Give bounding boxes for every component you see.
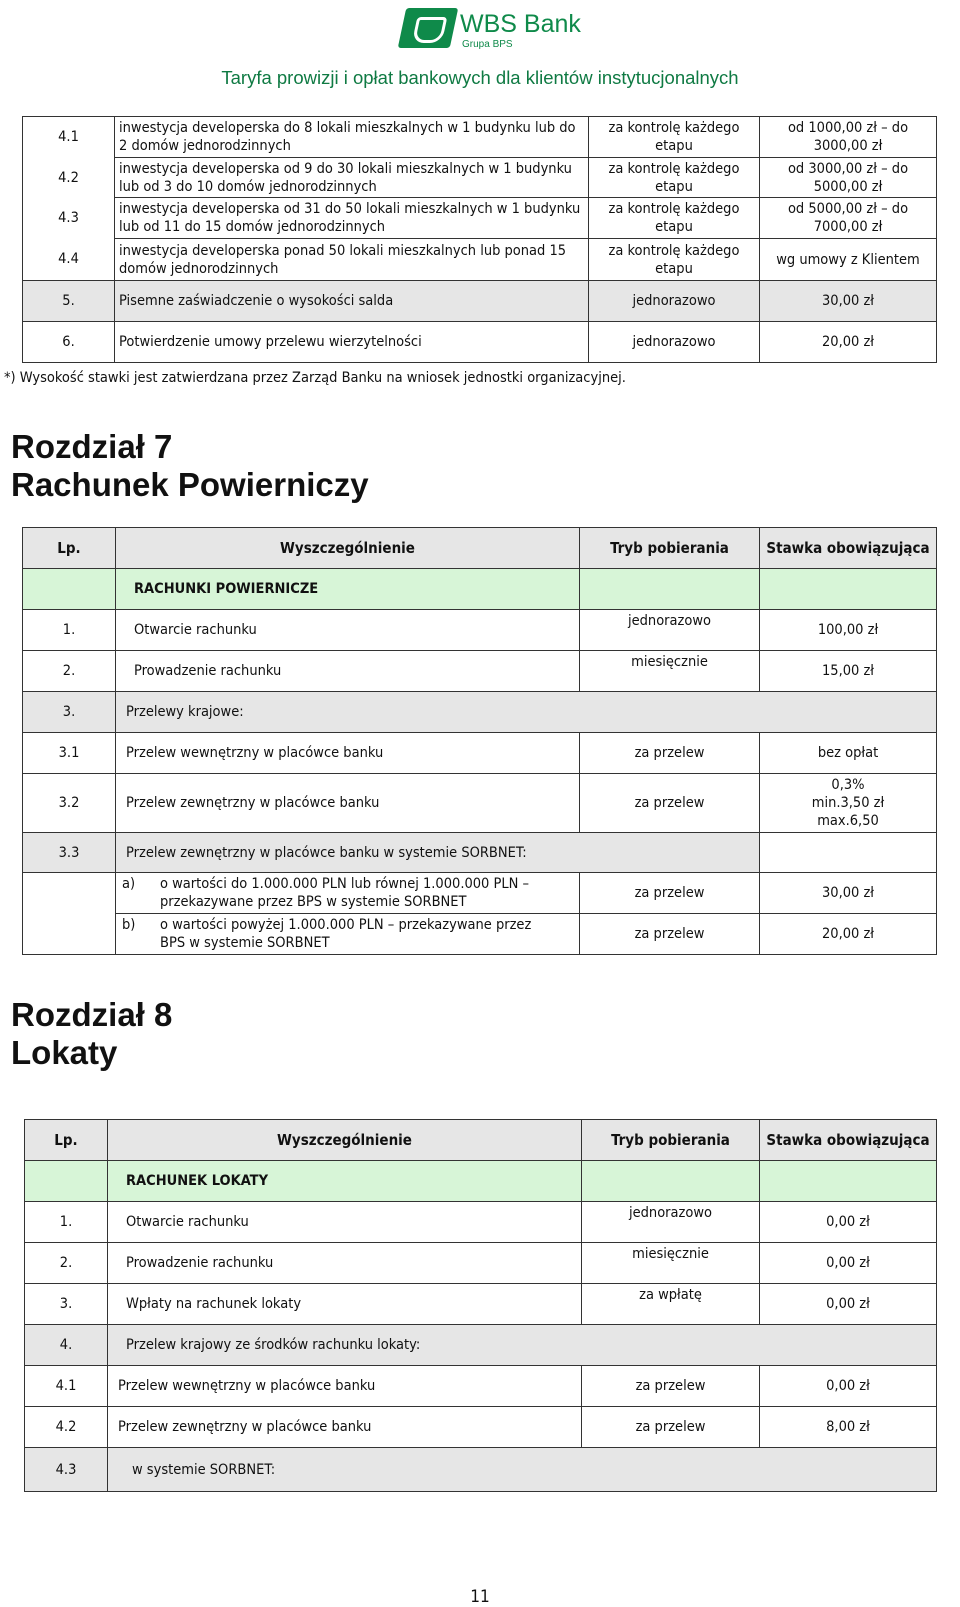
table-row: [23, 651, 937, 692]
row-description: [116, 914, 580, 955]
row-description: w systemie SORBNET:: [108, 1448, 937, 1492]
header-mode: Tryb pobierania: [580, 528, 760, 569]
table-row: [25, 1243, 937, 1284]
row-rate: 20,00 zł: [760, 914, 937, 955]
row-number: 2.: [23, 651, 116, 692]
row-number: 4.3: [23, 198, 115, 239]
table-row: [25, 1407, 937, 1448]
row-rate: 30,00 zł: [760, 281, 937, 322]
row-number: 1.: [25, 1202, 108, 1243]
chapter-name: Rachunek Powierniczy: [11, 466, 369, 503]
row-description: Przelew wewnętrzny w placówce banku: [116, 733, 580, 774]
chapter-7-title: [11, 428, 369, 504]
section-row: [25, 1161, 937, 1202]
row-rate: od 1000,00 zł – do 3000,00 zł: [760, 117, 937, 158]
row-description: Potwierdzenie umowy przelewu wierzytelności: [115, 322, 589, 363]
table-row: [23, 322, 937, 363]
bank-logo-icon: [398, 8, 459, 48]
header-mode: Tryb pobierania: [582, 1120, 760, 1161]
table-row: [25, 1448, 937, 1492]
table-row: [23, 610, 937, 651]
table-row: [23, 158, 937, 198]
row-number: 4.2: [25, 1407, 108, 1448]
row-description: inwestycja developerska od 9 do 30 lokali mieszkalnych w 1 budynku lub od 3 do 10 domów jednorodzinnych: [115, 158, 589, 198]
chapter-number: Rozdział 8: [11, 996, 173, 1033]
chapter-8-title: [11, 996, 172, 1072]
row-rate: 0,00 zł: [760, 1243, 937, 1284]
row-mode: miesięcznie: [580, 651, 760, 692]
table-row: [25, 1284, 937, 1325]
bank-group: Grupa BPS: [462, 39, 513, 50]
row-rate: 30,00 zł: [760, 873, 937, 914]
item-letter: a): [122, 876, 136, 892]
row-number: 3.2: [23, 774, 116, 833]
row-rate: 0,3% min.3,50 zł max.6,50: [760, 774, 937, 833]
bank-logo: [402, 8, 582, 52]
row-description: Przelew zewnętrzny w placówce banku: [108, 1407, 582, 1448]
fee-table-chapter-8: [24, 1119, 937, 1492]
table-row: [23, 833, 937, 873]
row-description: Przelew zewnętrzny w placówce banku: [116, 774, 580, 833]
row-description: Przelew zewnętrzny w placówce banku w systemie SORBNET:: [116, 833, 760, 873]
row-number: 3.1: [23, 733, 116, 774]
row-mode: za przelew: [580, 774, 760, 833]
table-row: [25, 1202, 937, 1243]
row-number: 4.1: [23, 117, 115, 158]
row-description: inwestycja developerska od 31 do 50 lokali mieszkalnych w 1 budynku lub od 11 do 15 domów jednorodzinnych: [115, 198, 589, 239]
row-rate: 8,00 zł: [760, 1407, 937, 1448]
row-description: Przelew krajowy ze środków rachunku lokaty:: [108, 1325, 937, 1366]
row-mode: za wpłatę: [582, 1284, 760, 1325]
bank-name: WBS Bank: [460, 10, 581, 38]
row-rate: 0,00 zł: [760, 1366, 937, 1407]
row-description: Pisemne zaświadczenie o wysokości salda: [115, 281, 589, 322]
row-description: Otwarcie rachunku: [108, 1202, 582, 1243]
section-row: [23, 569, 937, 610]
row-number: 3.: [25, 1284, 108, 1325]
table-row: [23, 774, 937, 833]
row-description: Przelewy krajowe:: [116, 692, 937, 733]
row-description: Prowadzenie rachunku: [116, 651, 580, 692]
row-number: 3.3: [23, 833, 116, 873]
row-mode: jednorazowo: [589, 322, 760, 363]
item-letter: b): [122, 917, 136, 933]
row-number: 4.3: [25, 1448, 108, 1492]
table-header: [25, 1120, 937, 1161]
row-rate: 100,00 zł: [760, 610, 937, 651]
row-mode: za przelew: [580, 733, 760, 774]
section-title: RACHUNEK LOKATY: [108, 1161, 582, 1202]
header-lp: Lp.: [25, 1120, 108, 1161]
header-rate: Stawka obowiązująca: [760, 1120, 937, 1161]
table-row: [23, 239, 937, 281]
row-number: 6.: [23, 322, 115, 363]
row-number: 4.: [25, 1325, 108, 1366]
row-mode: za przelew: [580, 914, 760, 955]
table-header: [23, 528, 937, 569]
row-number: 1.: [23, 610, 116, 651]
row-mode: za przelew: [582, 1366, 760, 1407]
row-rate: od 5000,00 zł – do 7000,00 zł: [760, 198, 937, 239]
item-text: o wartości powyżej 1.000.000 PLN – przekazywane przez BPS w systemie SORBNET: [160, 917, 532, 951]
table-row: [23, 198, 937, 239]
row-number: 3.: [23, 692, 116, 733]
row-mode: za kontrolę każdego etapu: [589, 158, 760, 198]
row-rate: bez opłat: [760, 733, 937, 774]
table-row: [23, 117, 937, 158]
header-description: Wyszczególnienie: [108, 1120, 582, 1161]
row-mode: za kontrolę każdego etapu: [589, 239, 760, 281]
table-row: [25, 1325, 937, 1366]
row-mode: za kontrolę każdego etapu: [589, 198, 760, 239]
page-number: 11: [470, 1587, 490, 1607]
row-description: Przelew wewnętrzny w placówce banku: [108, 1366, 582, 1407]
row-mode: za przelew: [580, 873, 760, 914]
row-number: 2.: [25, 1243, 108, 1284]
footnote: *) Wysokość stawki jest zatwierdzana przez Zarząd Banku na wniosek jednostki organizacyjnej.: [4, 370, 626, 386]
chapter-name: Lokaty: [11, 1034, 118, 1071]
row-rate: 20,00 zł: [760, 322, 937, 363]
row-mode: za przelew: [582, 1407, 760, 1448]
row-mode: za kontrolę każdego etapu: [589, 117, 760, 158]
row-description: Wpłaty na rachunek lokaty: [108, 1284, 582, 1325]
header-rate: Stawka obowiązująca: [760, 528, 937, 569]
row-description: [116, 873, 580, 914]
table-row: [23, 281, 937, 322]
row-description: Prowadzenie rachunku: [108, 1243, 582, 1284]
fee-table-top: [22, 116, 937, 363]
row-description: inwestycja developerska do 8 lokali mieszkalnych w 1 budynku lub do 2 domów jednorodzinnych: [115, 117, 589, 158]
row-number: 4.2: [23, 158, 115, 198]
row-description: Otwarcie rachunku: [116, 610, 580, 651]
row-number: 5.: [23, 281, 115, 322]
row-rate: 0,00 zł: [760, 1202, 937, 1243]
row-rate: wg umowy z Klientem: [760, 239, 937, 281]
row-rate: od 3000,00 zł – do 5000,00 zł: [760, 158, 937, 198]
row-mode: miesięcznie: [582, 1243, 760, 1284]
row-rate: 0,00 zł: [760, 1284, 937, 1325]
chapter-number: Rozdział 7: [11, 428, 173, 465]
row-number: 4.1: [25, 1366, 108, 1407]
header-description: Wyszczególnienie: [116, 528, 580, 569]
header-lp: Lp.: [23, 528, 116, 569]
row-mode: jednorazowo: [580, 610, 760, 651]
table-row: [23, 873, 937, 914]
row-mode: jednorazowo: [589, 281, 760, 322]
table-row: [23, 914, 937, 955]
item-text: o wartości do 1.000.000 PLN lub równej 1.000.000 PLN – przekazywane przez BPS w systemie SORBNET: [160, 876, 530, 910]
row-mode: jednorazowo: [582, 1202, 760, 1243]
row-number: 4.4: [23, 239, 115, 281]
fee-table-chapter-7: [22, 527, 937, 955]
section-title: RACHUNKI POWIERNICZE: [116, 569, 580, 610]
table-row: [23, 692, 937, 733]
table-row: [23, 733, 937, 774]
table-row: [25, 1366, 937, 1407]
document-subtitle: Taryfa prowizji i opłat bankowych dla klientów instytucjonalnych: [221, 67, 739, 88]
row-rate: 15,00 zł: [760, 651, 937, 692]
row-description: inwestycja developerska ponad 50 lokali mieszkalnych lub ponad 15 domów jednorodzinnych: [115, 239, 589, 281]
